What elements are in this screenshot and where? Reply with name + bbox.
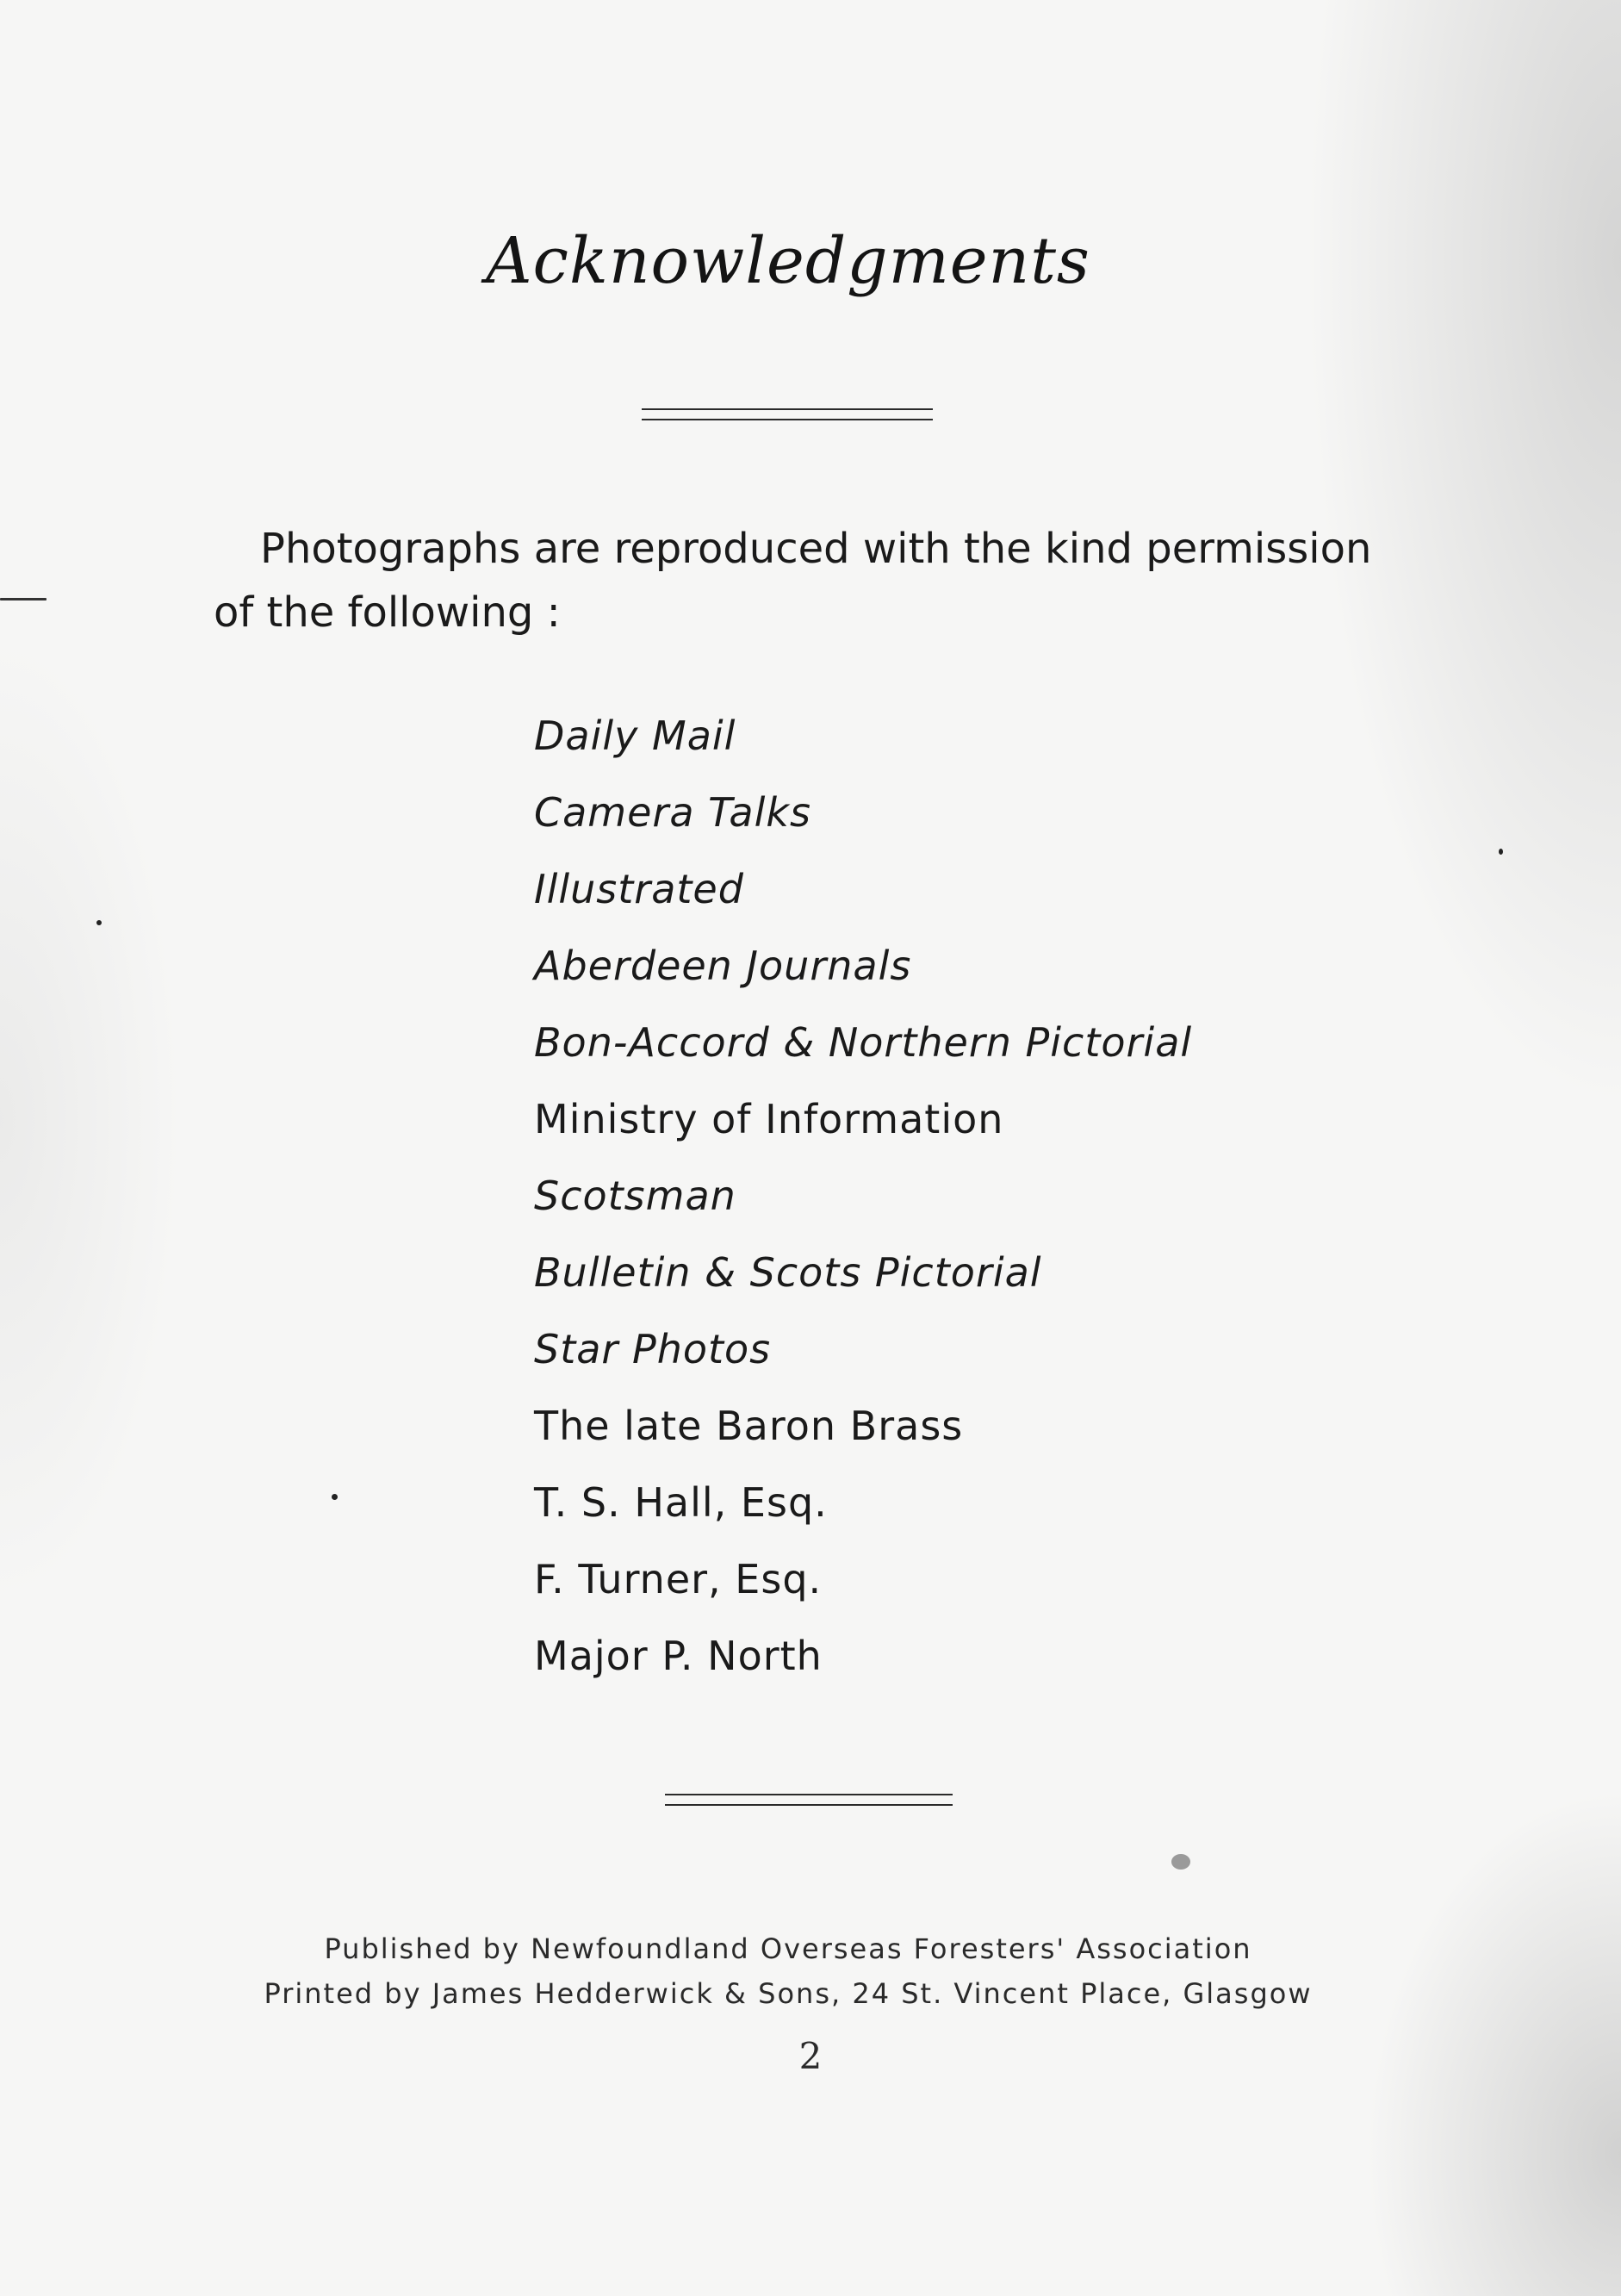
publisher-imprint xyxy=(0,1926,1576,2016)
credit-item: Aberdeen Journals xyxy=(534,943,912,989)
top-divider xyxy=(642,408,933,420)
credit-item: The late Baron Brass xyxy=(534,1403,964,1449)
intro-line-2: of the following : xyxy=(214,588,561,637)
scan-speck xyxy=(0,598,47,600)
scan-speck xyxy=(1171,1854,1190,1870)
printer-line: Printed by James Hedderwick & Sons, 24 St. Vincent Place, Glasgow xyxy=(264,1977,1313,2010)
scan-speck xyxy=(1499,849,1503,855)
publisher-line: Published by Newfoundland Overseas Foresters' Association xyxy=(324,1932,1252,1965)
credit-item: Star Photos xyxy=(534,1326,772,1372)
credit-item: Illustrated xyxy=(534,866,744,912)
scan-speck xyxy=(96,920,102,925)
scan-speck xyxy=(332,1494,338,1500)
credit-item: Camera Talks xyxy=(534,789,811,836)
credit-item: Bon-Accord & Northern Pictorial xyxy=(534,1019,1193,1066)
credit-item: Bulletin & Scots Pictorial xyxy=(534,1249,1042,1296)
page-number: 2 xyxy=(798,2035,823,2077)
credit-item: Daily Mail xyxy=(534,712,736,759)
credits-list xyxy=(534,698,1192,1695)
intro-line-1: Photographs are reproduced with the kind permission xyxy=(260,525,1372,573)
bottom-divider xyxy=(665,1794,953,1806)
credit-item: Scotsman xyxy=(534,1173,736,1219)
credit-item: Major P. North xyxy=(534,1633,823,1679)
credit-item: Ministry of Information xyxy=(534,1096,1004,1142)
page-title: Acknowledgments xyxy=(486,224,1090,298)
credit-item: T. S. Hall, Esq. xyxy=(534,1479,828,1526)
credit-item: F. Turner, Esq. xyxy=(534,1556,823,1602)
intro-paragraph xyxy=(214,517,1419,644)
